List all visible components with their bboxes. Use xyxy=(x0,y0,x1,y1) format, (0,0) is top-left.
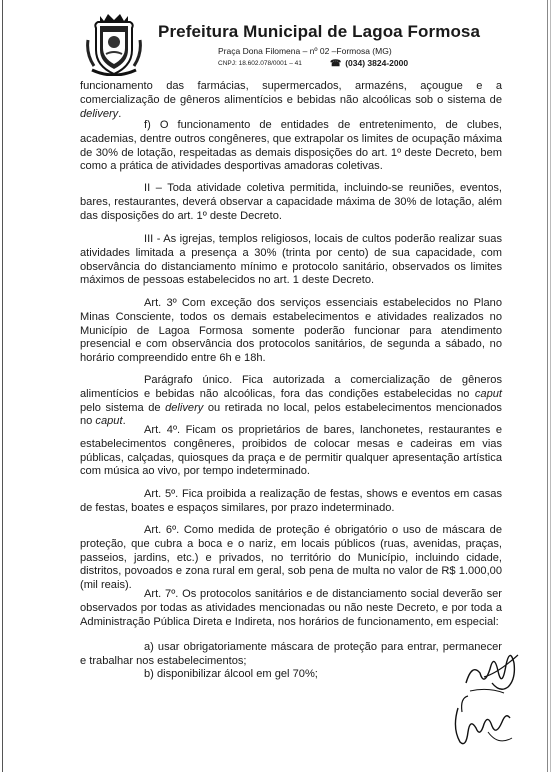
municipal-coat-of-arms-icon xyxy=(86,10,142,76)
paragraph-art-6: Art. 6º. Como medida de proteção é obrigatório o uso de máscara de proteção, que cubra a boca e o nariz, em locais públicos (ruas, avenidas, praças, passeios, jardins, etc.) e privados, no território do Município, incluindo cidade, distritos, povoados e zona rural em geral, sob pena de multa no valor de R$ 1.000,00 (mil reais). xyxy=(80,524,502,592)
paragraph-art-4: Art. 4º. Ficam os proprietários de bares, lanchonetes, restaurantes e estabelecimentos congêneres, proibidos de colocar mesas e cadeiras em vias públicas, calçadas, quiosques da praça e de permitir qualquer apresentação artística com música ao vivo, por tempo indeterminado. xyxy=(80,424,502,478)
page-title: Prefeitura Municipal de Lagoa Formosa xyxy=(158,22,481,41)
paragraph-item-b: b) disponibilizar álcool em gel 70%; xyxy=(144,668,318,680)
header-phone-number: (034) 3824-2000 xyxy=(345,58,409,68)
telephone-icon: ☎ xyxy=(330,58,342,68)
paragraph-item-ii: II – Toda atividade coletiva permitida, incluindo-se reuniões, eventos, bares, restaurantes, deverá observar a capacidade máxima de 30% de lotação, além das disposições do art. 1º deste Decreto. xyxy=(80,182,502,222)
paragraph-item-a: a) usar obrigatoriamente máscara de proteção para entrar, permanecer e trabalhar nos estabelecimentos; xyxy=(80,641,502,667)
paragraph-art-5: Art. 5º. Fica proibida a realização de festas, shows e eventos em casas de festas, boates e espaços similares, por prazo indeterminado. xyxy=(80,488,502,514)
scan-right-edge xyxy=(547,0,548,772)
signature-mark-lower xyxy=(448,688,520,752)
paragraph-art-3: Art. 3º Com exceção dos serviços essenciais estabelecidos no Plano Minas Consciente, todos os demais estabelecimentos e atividades realizados no Município de Lagoa Formosa somente poderão funcionar para atendimento presencial e com observância dos protocolos sanitários, de segunda a sábado, no horário compreendido entre 6h e 18h. xyxy=(80,297,502,365)
paragraph-item-iii: III - As igrejas, templos religiosos, locais de cultos poderão realizar suas atividades limitada a presença a 30% (trinta por cento) de sua capacidade, com observância do distanciamento mínimo e protocolo sanitário, observados os limites máximos de pessoas estabelecidos no art. 1 deste Decreto. xyxy=(80,233,502,287)
header-phone xyxy=(330,58,408,69)
header-address: Praça Dona Filomena – nº 02 –Formosa (MG) xyxy=(218,46,392,56)
header-cnpj: CNPJ: 18.602.078/0001 – 41 xyxy=(218,60,302,67)
scan-left-edge xyxy=(2,0,3,772)
paragraph-art-7: Art. 7º. Os protocolos sanitários e de distanciamento social deverão ser observados por todas as atividades mencionadas ou não neste Decreto, e por toda a Administração Pública Direta e Indireta, nos horários de funcionamento, em especial: xyxy=(80,588,502,628)
paragraph-sole: Parágrafo único. Fica autorizada a comercialização de gêneros alimentícios e bebidas não alcoólicas, fora das condições estabelecidas no caput pelo sistema de delivery ou retirada no local, pelos estabelecimentos mencionados no caput. xyxy=(80,374,502,428)
paragraph-item-f: f) O funcionamento de entidades de entretenimento, de clubes, academias, dentre outros congêneres, que extrapolar os limites de ocupação máxima de 30% de lotação, respeitadas as demais disposições do art. 1º deste Decreto, bem como a prática de atividades desportivas amadoras coletivas. xyxy=(80,119,502,173)
scan-right-edge-outer xyxy=(550,0,551,772)
paragraph-1: funcionamento das farmácias, supermercados, armazéns, açougue e a comercialização de gêneros alimentícios e bebidas não alcoólicas sob o sistema de delivery. xyxy=(80,80,502,120)
